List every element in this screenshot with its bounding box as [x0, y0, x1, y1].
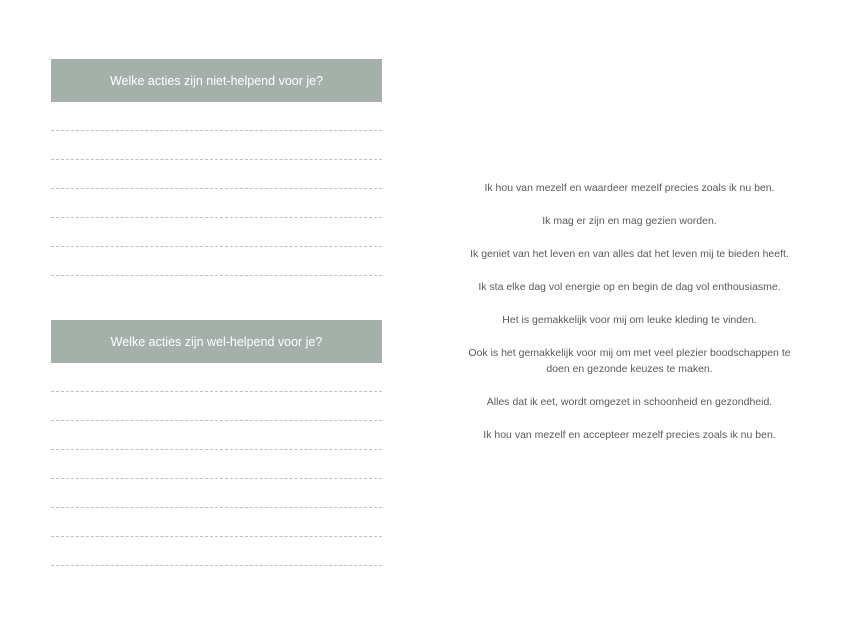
writing-lines: [51, 391, 382, 566]
writing-line[interactable]: [51, 217, 382, 218]
writing-line[interactable]: [51, 449, 382, 450]
writing-line[interactable]: [51, 246, 382, 247]
affirmation: Ik geniet van het leven en van alles dat het leven mij te bieden heeft.: [470, 248, 789, 260]
writing-line[interactable]: [51, 565, 382, 566]
writing-line[interactable]: [51, 159, 382, 160]
section-header-helpful: [51, 320, 382, 363]
affirmation: Alles dat ik eet, wordt omgezet in schoonheid en gezondheid.: [486, 396, 773, 408]
writing-line[interactable]: [51, 391, 382, 392]
affirmation: Ik hou van mezelf en waardeer mezelf precies zoals ik nu ben.: [484, 182, 775, 194]
writing-line[interactable]: [51, 188, 382, 189]
section-title: Welke acties zijn niet-helpend voor je?: [109, 73, 324, 88]
affirmations-list: [462, 180, 797, 460]
writing-line[interactable]: [51, 275, 382, 276]
affirmation: Ik hou van mezelf en accepteer mezelf precies zoals ik nu ben.: [483, 429, 776, 441]
affirmation: Ik sta elke dag vol energie op en begin de dag vol enthousiasme.: [478, 281, 781, 293]
writing-line[interactable]: [51, 420, 382, 421]
affirmation: Ik mag er zijn en mag gezien worden.: [542, 215, 717, 227]
section-header-not-helpful: [51, 59, 382, 102]
affirmation: Het is gemakkelijk voor mij om leuke kleding te vinden.: [502, 314, 757, 326]
worksheet-section-helpful: [51, 320, 382, 594]
writing-lines: [51, 130, 382, 276]
writing-line[interactable]: [51, 507, 382, 508]
worksheet-section-not-helpful: [51, 59, 382, 304]
writing-line[interactable]: [51, 478, 382, 479]
writing-line[interactable]: [51, 130, 382, 131]
section-title: Welke acties zijn wel-helpend voor je?: [110, 334, 323, 349]
affirmation: Ook is het gemakkelijk voor mij om met veel plezier boodschappen te doen en gezonde keuzes te maken.: [468, 347, 791, 375]
writing-line[interactable]: [51, 536, 382, 537]
